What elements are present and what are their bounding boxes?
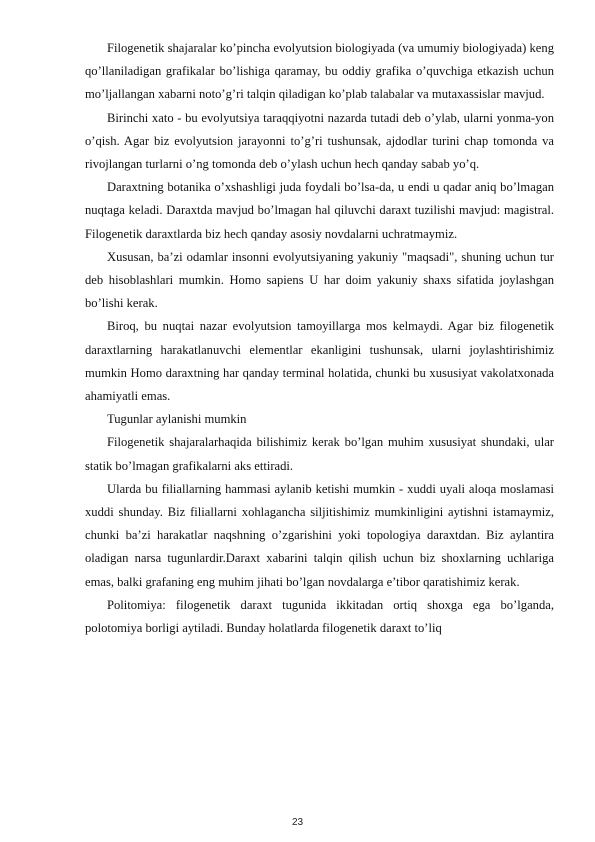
page-number: 23 bbox=[291, 817, 304, 828]
paragraph-polytomy: Politomiya: filogenetik daraxt tugunida ikkitadan ortiq shoxga ega bo’lganda, polotomiya borligi aytiladi. Bunday holatlarda filogenetik daraxt to’liq bbox=[85, 597, 554, 636]
paragraph-botanical-analogy: Daraxtning botanika o’xshashligi juda foydali bo’lsa-da, u endi u qadar aniq bo’lmagan nuqtaga keladi. Daraxtda mavjud bo’lmagan hal qiluvchi daraxt tuzilishi mavjud: magistral. Filogenetik daraxtlarda biz hech qanday asosiy novdalarni uchratmaymiz. bbox=[85, 180, 554, 241]
body-text bbox=[85, 37, 554, 640]
paragraph-first-mistake: Birinchi xato - bu evolyutsiya taraqqiyotni nazarda tutadi deb o’ylab, ularni yonma-yon o’qish. Agar biz evolyutsion jarayonni to’g’ri tushunsak, ajdodlar turini chap tomonda va rivojlangan turlarni o’ng tomonda deb o’ylash uchun hech qanday sabab yo’q. bbox=[85, 110, 554, 172]
paragraph-homo-sapiens: Xususan, ba’zi odamlar insonni evolyutsiyaning yakuniy "maqsadi", shuning uchun tur deb hisoblashlari mumkin. Homo sapiens U har doim yakuniy shaxs sifatida joylashgan bo’lishi kerak. bbox=[85, 249, 554, 311]
paragraph-branch-rotation: Ularda bu filiallarning hammasi aylanib ketishi mumkin - xuddi uyali aloqa moslamasi xuddi shunday. Biz filiallarni xohlagancha siljitishimiz mumkinligini aytishni istamaymiz, chunki ba’zi harakatlar naqshning o’zgarishini yoki topologiya daraxtdan. Biz aylantira oladigan narsa tugunlardir.Daraxt xabarini talqin qilish uchun biz shoxlarning uchlariga emas, balki grafaning eng muhim jihati bo’lgan novdalarga e’tibor qaratishimiz kerak. bbox=[85, 481, 554, 589]
section-heading-nodes-rotate: Tugunlar aylanishi mumkin bbox=[107, 412, 247, 427]
paragraph-phylogenetic-trees-intro: Filogenetik shajaralar ko’pincha evolyutsion biologiyada (va umumiy biologiyada) keng qo’llaniladigan grafikalar bo’lishiga qaramay, bu oddiy grafika o’quvchiga etkazish uchun mo’ljallangan xabarni noto’g’ri talqin qiladigan ko’plab talabalar va mutaxassislar mavjud. bbox=[85, 41, 554, 102]
paragraph-static-graphics: Filogenetik shajaralarhaqida bilishimiz kerak bo’lgan muhim xususiyat shundaki, ular statik bo’lmagan grafikalarni aks ettiradi. bbox=[85, 435, 554, 473]
paragraph-evolutionary-principles: Biroq, bu nuqtai nazar evolyutsion tamoyillarga mos kelmaydi. Agar biz filogenetik daraxtlarning harakatlanuvchi elementlar ekanligini tushunsak, ularni joylashtirishimiz mumkin Homo daraxtning har qanday terminal holatida, chunki bu xususiyat vakolatxonada ahamiyatli emas. bbox=[85, 319, 554, 404]
